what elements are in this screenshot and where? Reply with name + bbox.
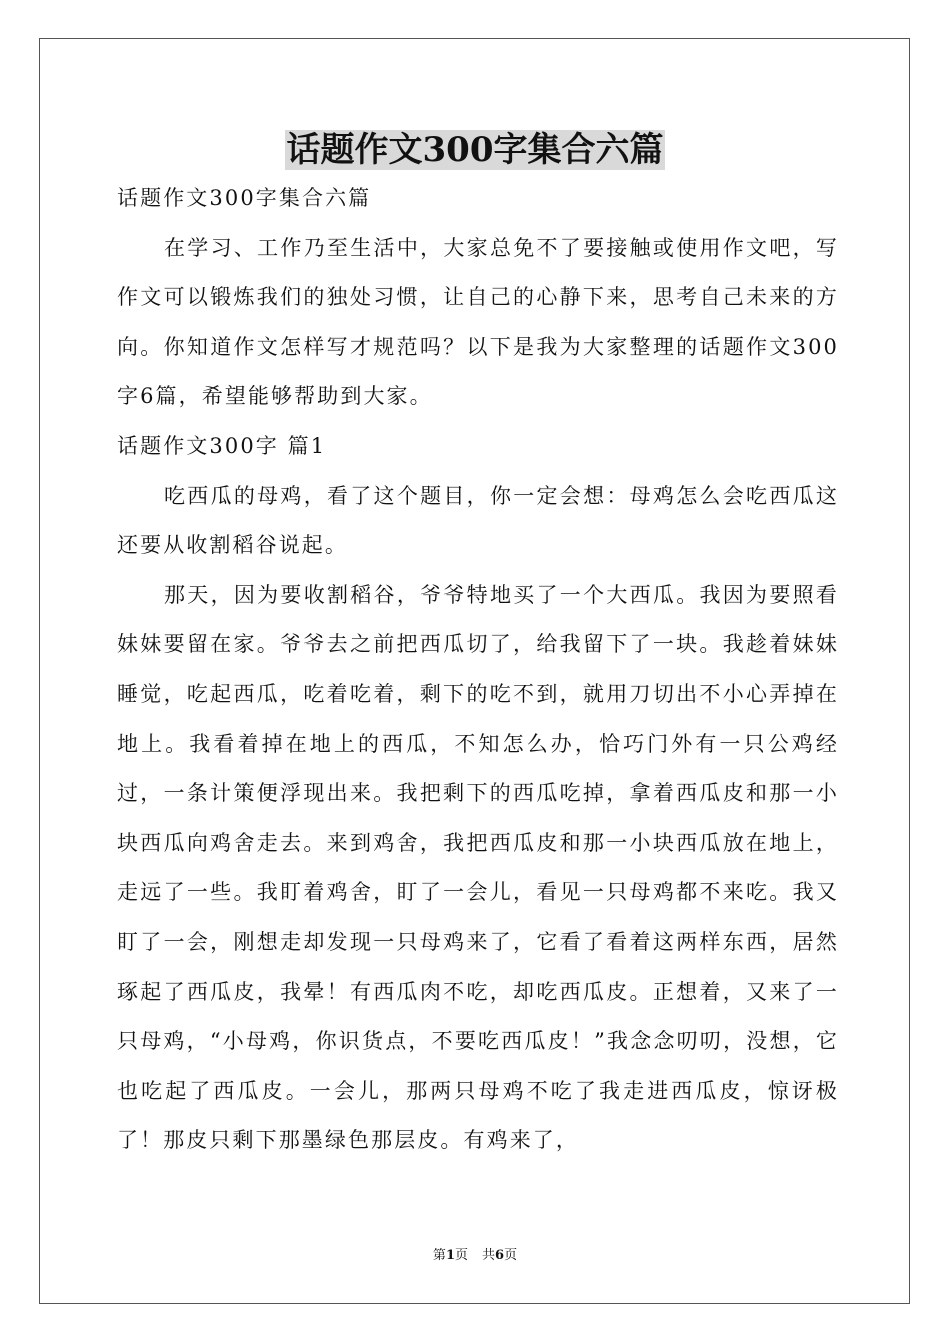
total-suffix: 页	[504, 1248, 518, 1263]
page-total-number: 6	[495, 1248, 505, 1263]
page-current-number: 1	[445, 1248, 455, 1263]
paragraph-essay-opening: 吃西瓜的母鸡，看了这个题目，你一定会想：母鸡怎么会吃西瓜这还要从收割稻谷说起。	[117, 483, 839, 558]
paragraph-subtitle: 话题作文300字集合六篇	[117, 186, 372, 210]
paragraph-essay-body: 那天，因为要收割稻谷，爷爷特地买了一个大西瓜。我因为要照看妹妹要留在家。爷爷去之前把西瓜切了，给我留下了一块。我趁着妹妹睡觉，吃起西瓜，吃着吃着，剩下的吃不到，就用刀切出不小心弄掉在地上。我看着掉在地上的西瓜，不知怎么办，恰巧门外有一只公鸡经过，一条计策便浮现出来。我把剩下的西瓜吃掉，拿着西瓜皮和那一小块西瓜向鸡舍走去。来到鸡舍，我把西瓜皮和那一小块西瓜放在地上，走远了一些。我盯着鸡舍，盯了一会儿，看见一只母鸡都不来吃。我又盯了一会，刚想走却发现一只母鸡来了，它看了看着这两样东西，居然琢起了西瓜皮，我晕！有西瓜肉不吃，却吃西瓜皮。正想着，又来了一只母鸡，“小母鸡，你识货点，不要吃西瓜皮！”我念念叨叨，没想，它也吃起了西瓜皮。一会儿，那两只母鸡不吃了我走进西瓜皮，惊讶极了！那皮只剩下那墨绿色那层皮。有鸡来了，	[117, 582, 839, 1153]
document-body	[117, 174, 839, 1166]
page-suffix: 页	[454, 1248, 468, 1263]
document-title-text: 话题作文300字集合六篇	[286, 130, 664, 170]
page-footer	[0, 1247, 950, 1265]
page-prefix: 第	[432, 1248, 446, 1263]
paragraph-section-heading: 话题作文300字 篇1	[117, 433, 327, 458]
paragraph-intro: 在学习、工作乃至生活中，大家总免不了要接触或使用作文吧，写作文可以锻炼我们的独处习惯，让自己的心静下来，思考自己未来的方向。你知道作文怎样写才规范吗？以下是我为大家整理的话题作文300字6篇，希望能够帮助到大家。	[117, 235, 839, 409]
total-prefix: 共	[482, 1248, 496, 1263]
document-title	[0, 124, 950, 176]
